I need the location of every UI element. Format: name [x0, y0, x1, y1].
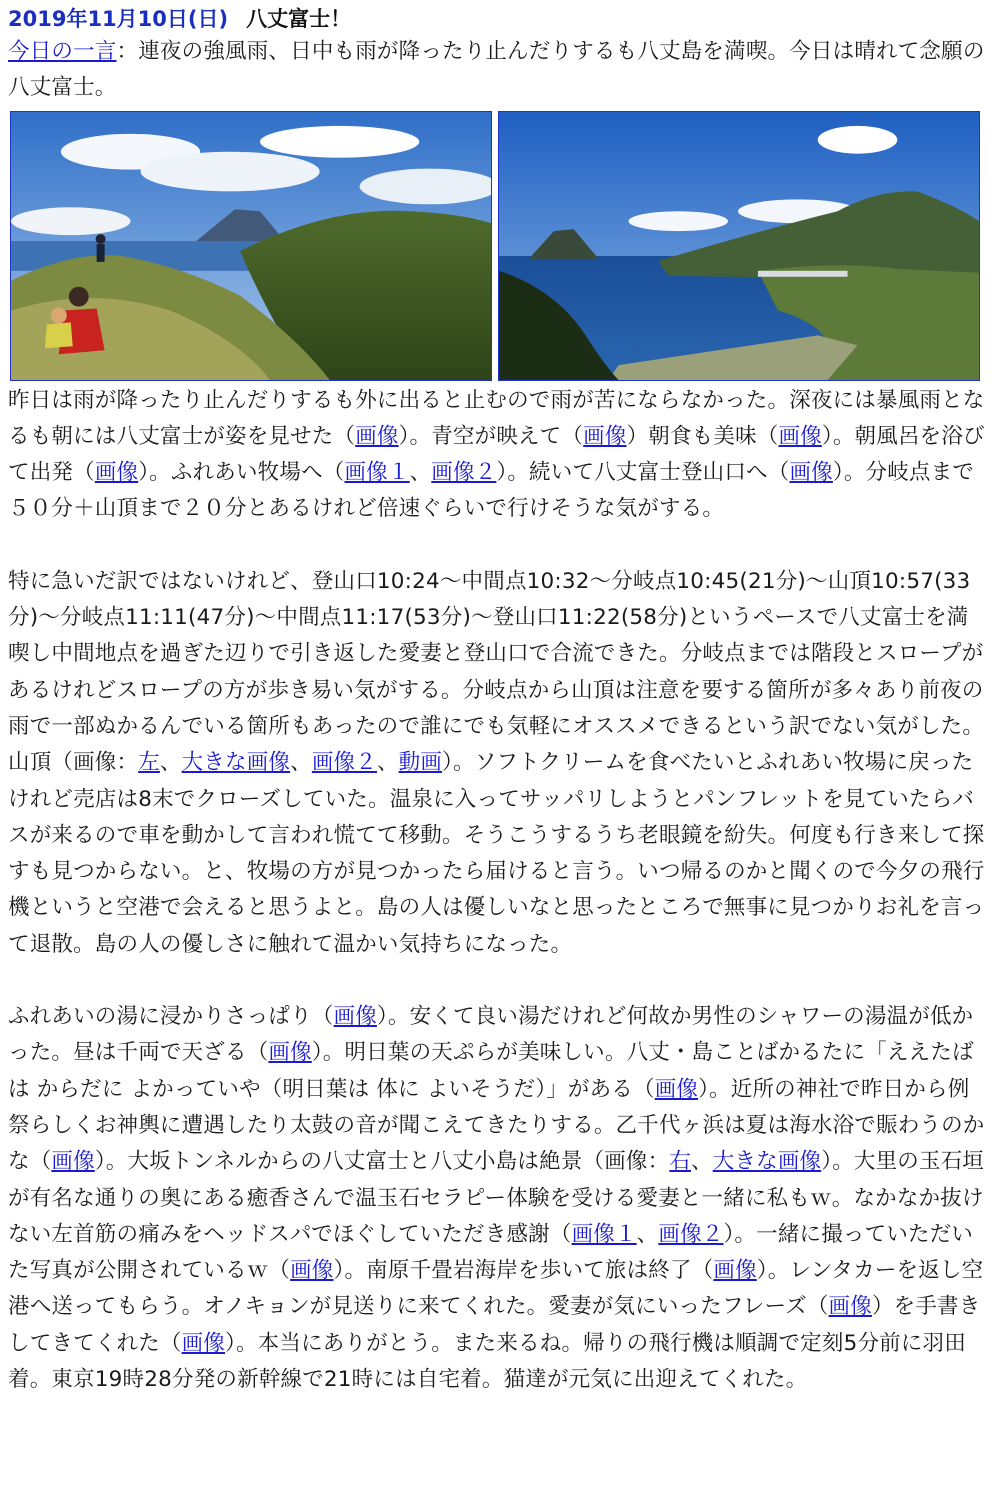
link-image[interactable]: 画像 [94, 460, 139, 486]
link-image[interactable]: 画像 [51, 1149, 95, 1175]
sea-view-image [499, 112, 979, 380]
paragraph-afternoon: ふれあいの湯に浸かりさっぱり（画像）。安くて良い湯だけれど何故か男性のシャワーの湯温が低かった。昼は千両で天ざる（画像）。明日葉の天ぷらが美味しい。八丈・島ことばかるたに「ええたばは からだに よかっていや（明日葉は 体に よいそうだ）」がある（画像）。近所の神社で昨日から例祭らしくお神輿に遭遇したり太鼓の音が聞こえてきたりする。乙千代ヶ浜は夏は海水浴で賑わうのかな（画像）。大坂トンネルからの八丈富士と八丈小島は絶景（画像：右、大きな画像）。大里の玉石垣が有名な通りの奥にある癒香さんで温玉石セラピー体験を受ける愛妻と一緒に私もｗ。なかなか抜けない左首筋の痛みをヘッドスパでほぐしていただき感謝（画像１、画像２）。一緒に撮っていただいた写真が公開されているｗ（画像）。南原千畳岩海岸を歩いて旅は終了（画像）。レンタカーを返し空港へ送ってもらう。オノキョンが見送りに来てくれた。愛妻が気にいったフレーズ（画像）を手書きしてきてくれた（画像）。本当にありがとう。また来るね。帰りの飛行機は順調で定刻5分前に羽田着。東京19時28分発の新幹線で21時には自宅着。猫達が元気に出迎えてくれた。 [8, 1004, 985, 1393]
link-right[interactable]: 右 [669, 1149, 692, 1175]
link-image[interactable]: 画像 [778, 423, 822, 449]
intro-text: ：連夜の強風雨、日中も雨が降ったり止んだりするも八丈島を満喫。今日は晴れて念願の八丈富士。 [8, 39, 985, 101]
link-video[interactable]: 動画 [398, 750, 443, 776]
link-image-1[interactable]: 画像１ [344, 460, 410, 486]
photo-left-summit-ridge[interactable] [10, 111, 492, 381]
link-image[interactable]: 画像 [828, 1294, 872, 1320]
link-image[interactable]: 画像 [355, 423, 399, 449]
link-image[interactable]: 画像 [713, 1258, 757, 1284]
paragraph-morning: 昨日は雨が降ったり止んだりするも外に出ると止むので雨が苦にならなかった。深夜には暴風雨となるも朝には八丈富士が姿を見せた（画像）。青空が映えて（画像）朝食も美味（画像）。朝風呂を浴びて出発（画像）。ふれあい牧場へ（画像１、画像２）。続いて八丈富士登山口へ（画像）。分岐点まで５０分＋山頂まで２０分とあるけれど倍速ぐらいで行けそうな気がする。 [8, 387, 985, 522]
link-image-2[interactable]: 画像２ [431, 460, 497, 486]
link-image[interactable]: 画像 [290, 1258, 334, 1284]
link-image[interactable]: 画像 [654, 1076, 699, 1102]
link-image-1[interactable]: 画像１ [571, 1221, 637, 1247]
link-image[interactable]: 画像 [789, 460, 833, 486]
photo-right-sea-view[interactable] [498, 111, 980, 381]
link-large-image[interactable]: 大きな画像 [712, 1149, 822, 1175]
link-large-image[interactable]: 大きな画像 [181, 750, 291, 776]
summit-ridge-image [11, 112, 491, 380]
photo-row [10, 111, 990, 381]
link-image-2[interactable]: 画像２ [658, 1221, 724, 1247]
entry-heading: 八丈富士！ [246, 7, 352, 31]
entry-date: 2019年11月10日(日) [8, 7, 229, 31]
todays-word-link[interactable]: 今日の一言 [8, 39, 117, 64]
link-image[interactable]: 画像 [268, 1040, 312, 1066]
paragraph-climb: 特に急いだ訳ではないけれど、登山口10:24〜中間点10:32〜分岐点10:45(21分)〜山頂10:57(33分)〜分岐点11:11(47分)〜中間点11:17(53分)〜登山口11:22(58分)というペースで八丈富士を満喫し中間地点を過ぎた辺りで引き返した愛妻と登山口で合流できた。分岐点までは階段とスロープがあるけれどスロープの方が歩き易い気がする。分岐点から山頂は注意を要する箇所が多々あり前夜の雨で一部ぬかるんでいる箇所もあったので誰にでも気軽にオススメできるという訳でない気がした。山頂（画像：左、大きな画像、画像２、動画）。ソフトクリームを食べたいとふれあい牧場に戻ったけれど売店は8末でクローズしていた。温泉に入ってサッパリしようとパンフレットを見ていたらバスが来るので車を動かして言われ慌てて移動。そうこうするうち老眼鏡を紛失。何度も行き来して探すも見つからない。と、牧場の方が見つかったら届けると言う。いつ帰るのかと聞くので今夕の飛行機というと空港で会えると思うよと。島の人は優しいなと思ったところで無事に見つかりお礼を言って退散。島の人の優しさに触れて温かい気持ちになった。 [8, 568, 985, 957]
intro-paragraph [8, 34, 990, 107]
link-image[interactable]: 画像 [181, 1330, 226, 1356]
link-image[interactable]: 画像 [583, 423, 627, 449]
link-image[interactable]: 画像 [333, 1004, 377, 1030]
link-left[interactable]: 左 [138, 750, 160, 776]
entry-title [8, 4, 990, 34]
link-image-2[interactable]: 画像２ [311, 750, 377, 776]
